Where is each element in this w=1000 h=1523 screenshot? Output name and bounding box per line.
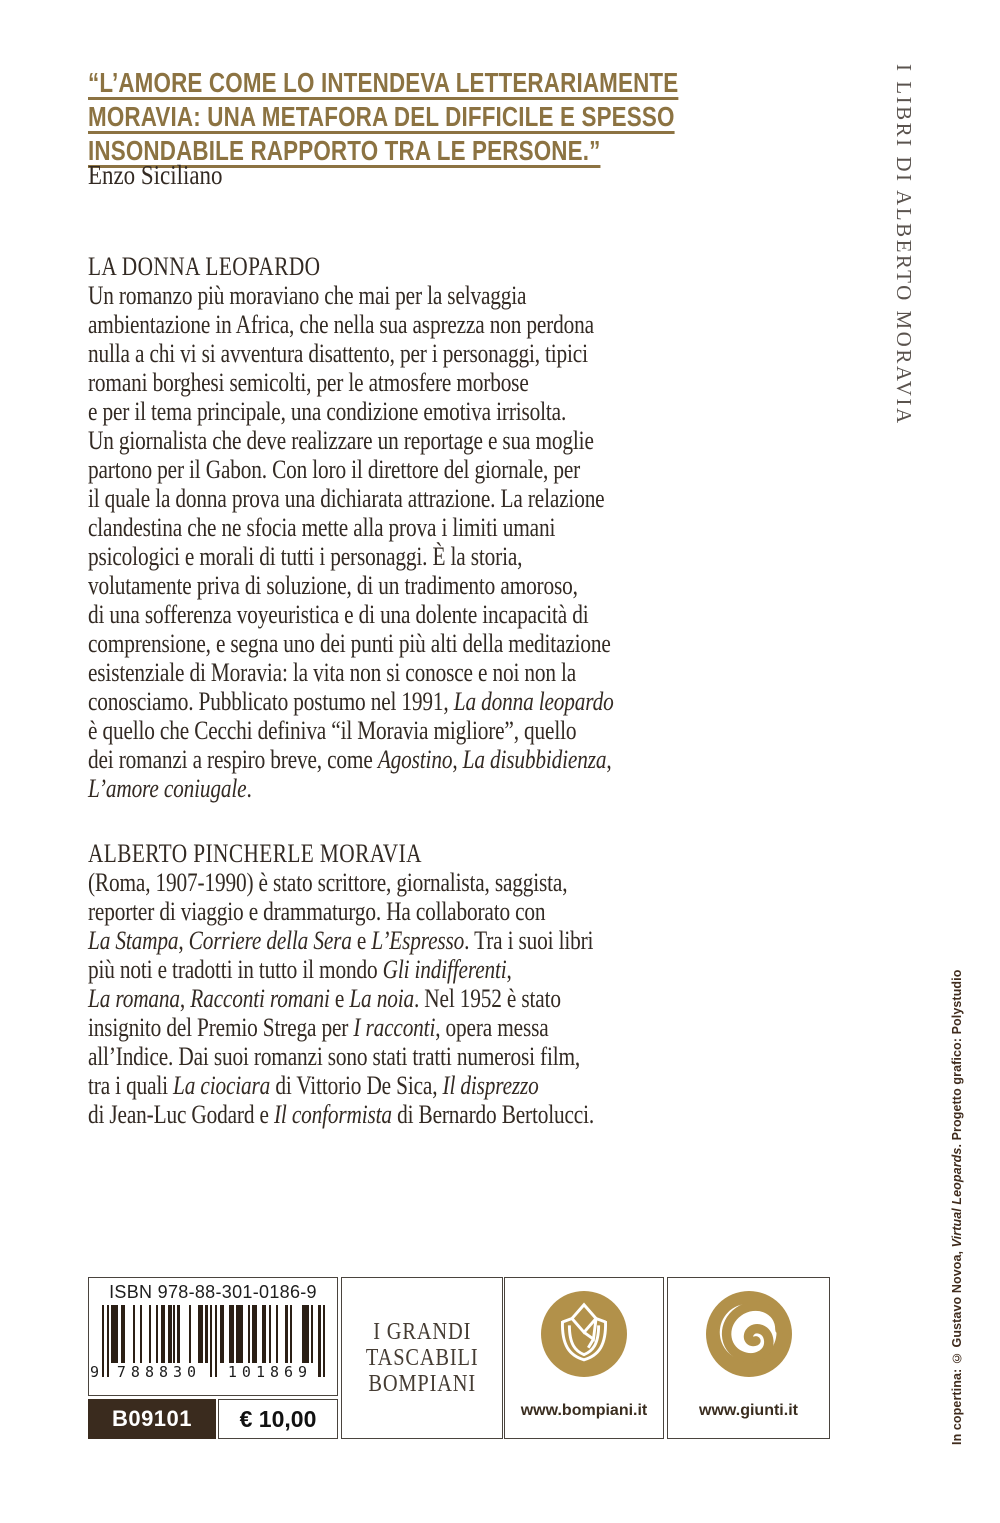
barcode-bar xyxy=(210,1305,212,1377)
barcode-bar xyxy=(323,1305,325,1377)
text-line: tra i quali La ciociara di Vittorio De Sica, Il disprezzo xyxy=(88,1071,539,1100)
barcode-bar xyxy=(231,1305,233,1363)
text-line: dei romanzi a respiro breve, come Agostino, La disubbidienza, xyxy=(88,745,612,774)
text-line: La romana, Racconti romani e La noia. Nel 1952 è stato xyxy=(88,984,561,1013)
price-label: € 10,00 xyxy=(218,1399,338,1439)
barcode-bar xyxy=(205,1305,207,1363)
text-line: volutamente priva di soluzione, di un tradimento amoroso, xyxy=(88,571,578,600)
spine-label: I LIBRI DI ALBERTO MORAVIA xyxy=(892,64,916,426)
text-line: ambientazione in Africa, che nella sua asprezza non perdona xyxy=(88,310,594,339)
barcode-bar xyxy=(133,1305,135,1363)
text-line: esistenziale di Moravia: la vita non si conosce e noi non la xyxy=(88,658,577,687)
text-line: La Stampa, Corriere della Sera e L’Espresso. Tra i suoi libri xyxy=(88,926,594,955)
text-line: Un giornalista che deve realizzare un reportage e sua moglie xyxy=(88,426,594,455)
text-line: nulla a chi vi si avventura disattento, per i personaggi, tipici xyxy=(88,339,588,368)
barcode-bar xyxy=(241,1305,243,1363)
text-line: L’amore coniugale. xyxy=(88,774,252,803)
ean-barcode xyxy=(90,1305,326,1383)
bompiani-box xyxy=(504,1277,664,1439)
barcode-bar xyxy=(276,1305,278,1363)
barcode-first-digit: 9 xyxy=(90,1363,100,1381)
barcode-bar xyxy=(123,1305,125,1363)
text-line: I GRANDI xyxy=(372,1319,472,1345)
barcode-digits-left: 788830 xyxy=(110,1363,208,1381)
barcode-bar xyxy=(102,1305,104,1377)
edition-code-badge: B09101 xyxy=(88,1399,216,1439)
barcode-bar xyxy=(149,1305,151,1363)
quote-block xyxy=(88,66,678,168)
barcode-bar xyxy=(306,1305,308,1363)
text-line: clandestina che ne sfocia mette alla prova i limiti umani xyxy=(88,513,556,542)
text-line: all’Indice. Dai suoi romanzi sono stati tratti numerosi film, xyxy=(88,1042,581,1071)
bompiani-rose-icon xyxy=(541,1291,627,1377)
barcode-bar xyxy=(311,1305,313,1363)
giunti-g-icon xyxy=(706,1291,792,1377)
giunti-box xyxy=(667,1277,830,1439)
barcode-bar xyxy=(201,1305,203,1363)
text-line: insignito del Premio Strega per I racconti, opera messa xyxy=(88,1013,549,1042)
giunti-url: www.giunti.it xyxy=(699,1402,798,1419)
text-line: conosciamo. Pubblicato postumo nel 1991, La donna leopardo xyxy=(88,687,614,716)
barcode-bar xyxy=(222,1305,224,1363)
barcode-bar xyxy=(140,1305,142,1363)
bompiani-url: www.bompiani.it xyxy=(520,1402,648,1419)
book-title-heading: LA DONNA LEOPARDO xyxy=(88,252,321,281)
text-line: TASCABILI xyxy=(365,1345,479,1371)
text-line: BOMPIANI xyxy=(368,1371,476,1397)
text-line: comprensione, e segna uno dei punti più alti della meditazione xyxy=(88,629,611,658)
imprint-box xyxy=(341,1277,503,1439)
book-description xyxy=(88,281,711,803)
back-cover-text xyxy=(88,252,711,1129)
barcode-bar xyxy=(255,1305,257,1363)
text-line: partono per il Gabon. Con loro il direttore del giornale, per xyxy=(88,455,581,484)
barcode-bar xyxy=(285,1305,287,1363)
text-line: il quale la donna prova una dichiarata attrazione. La relazione xyxy=(88,484,605,513)
barcode-bar xyxy=(177,1305,179,1363)
barcode-bar xyxy=(173,1305,175,1363)
cover-credit: In copertina: © Gustavo Novoa, Virtual Leopards. Progetto grafico: Polystudio xyxy=(950,969,964,1445)
text-line: è quello che Cecchi definiva “il Moravia migliore”, quello xyxy=(88,716,577,745)
text-line: più noti e tradotti in tutto il mondo Gli indifferenti, xyxy=(88,955,512,984)
imprint-lines xyxy=(366,1319,479,1397)
barcode-bar xyxy=(107,1305,109,1377)
author-bio xyxy=(88,868,711,1129)
barcode-bar xyxy=(248,1305,250,1363)
text-line: Un romanzo più moraviano che mai per la selvaggia xyxy=(88,281,527,310)
barcode-bar xyxy=(116,1305,118,1363)
text-line: INSONDABILE RAPPORTO TRA LE PERSONE.” xyxy=(88,135,601,166)
text-line: di una sofferenza voyeuristica e di una dolente incapacità di xyxy=(88,600,589,629)
barcode-bar xyxy=(264,1305,266,1363)
text-line: romani borghesi semicolti, per le atmosfere morbose xyxy=(88,368,529,397)
barcode-bar xyxy=(215,1305,217,1377)
footer-strip xyxy=(88,1277,830,1439)
barcode-bar xyxy=(290,1305,292,1363)
text-line: MORAVIA: UNA METAFORA DEL DIFFICILE E SPESSO xyxy=(88,101,675,132)
author-name-heading: ALBERTO PINCHERLE MORAVIA xyxy=(88,839,422,868)
text-line: e per il tema principale, una condizione emotiva irrisolta. xyxy=(88,397,567,426)
text-line: “L’AMORE COME LO INTENDEVA LETTERARIAMENTE xyxy=(88,67,679,98)
text-line: reporter di viaggio e drammaturgo. Ha collaborato con xyxy=(88,897,546,926)
barcode-bar xyxy=(156,1305,158,1363)
text-line: (Roma, 1907-1990) è stato scrittore, giornalista, saggista, xyxy=(88,868,568,897)
isbn-label: ISBN 978-88-301-0186-9 xyxy=(109,1282,317,1302)
quote-attribution: Enzo Siciliano xyxy=(88,160,223,190)
barcode-bar xyxy=(269,1305,271,1363)
barcode-digits-right: 101869 xyxy=(221,1363,319,1381)
paragraph-gap xyxy=(88,803,711,839)
barcode-bar xyxy=(163,1305,165,1363)
text-line: di Jean-Luc Godard e Il conformista di Bernardo Bertolucci. xyxy=(88,1100,595,1129)
barcode-box xyxy=(88,1277,338,1396)
text-line: psicologici e morali di tutti i personaggi. È la storia, xyxy=(88,542,523,571)
barcode-bar xyxy=(189,1305,191,1363)
barcode-bar xyxy=(318,1305,320,1377)
